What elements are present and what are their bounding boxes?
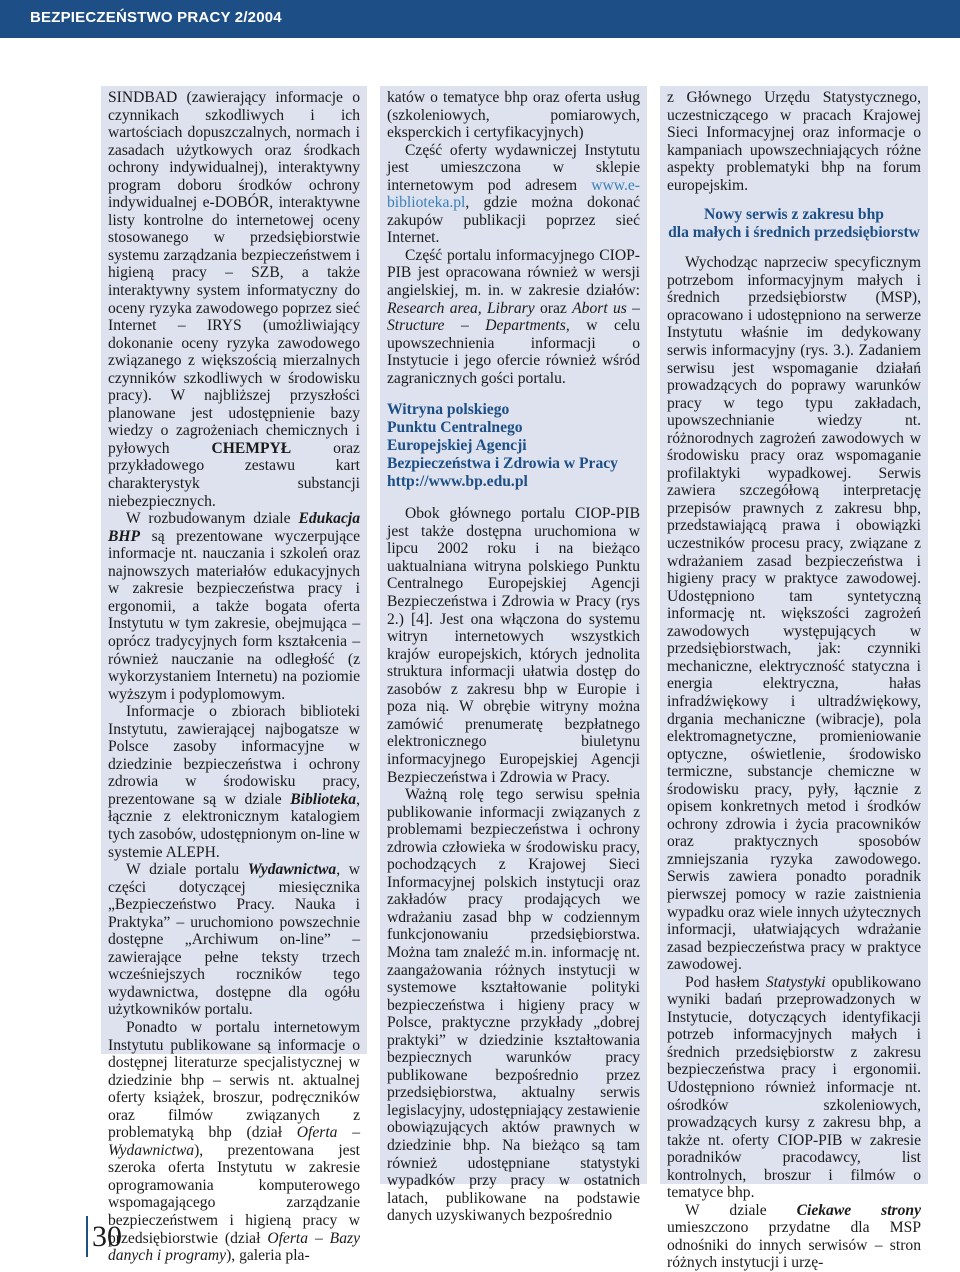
paragraph-text: z Głównego Urzędu Statystycznego, uczestniczącego w pracach Krajowej Sieci Informacyjnej oraz informacje o kampaniach upowszechniających różne aspekty problematyki bhp na forum europejskim. — [667, 89, 921, 194]
heading-line: Europejskiej Agencji — [387, 437, 527, 455]
paragraph — [667, 254, 921, 973]
paragraph — [667, 1202, 921, 1272]
e-biblioteka-link[interactable]: www.e-biblioteka.pl — [387, 176, 641, 212]
section-name-about: Abort us – Structure – Departments — [387, 299, 640, 335]
heading-line: Nowy serwis z zakresu bhp — [704, 206, 884, 224]
paragraph-text: , gdzie można dokonać zakupów publikacji poprzez sieć Internet. — [387, 194, 640, 247]
paragraph-text: opublikowano wyniki badań przeprowadzonych w Instytucie, dotyczących identyfikacji potrzeb informacyjnych małych i średnich przedsiębiorstw z zakresu bezpieczeństwa pracy i ergonomii. Udostępniono również informacje nt. ośrodków szkoleniowych, prowadzących kursy z zakresu bhp, a także nt. oferty CIOP-PIB w zakresie poradników pracodawcy, list kontrolnych, broszur i filmów o tematyce bhp. — [667, 973, 921, 1202]
section-name-ciekawe-strony: Ciekawe strony — [796, 1201, 921, 1219]
paragraph — [108, 861, 360, 1019]
section-heading-witryna — [387, 401, 640, 491]
header-bar — [0, 0, 960, 38]
paragraph-text: Część oferty wydawniczej Instytutu jest umieszczona w sklepie internetowym pod adresem — [387, 141, 640, 194]
paragraph — [387, 89, 640, 142]
paragraph — [108, 89, 360, 510]
paragraph-text: Część portalu informacyjnego CIOP-PIB jest opracowana również w wersji angielskiej, m. in. w zakresie działów: — [387, 246, 640, 300]
paragraph-text: są prezentowane wyczerpujące informacje nt. nauczania i szkoleń oraz najnowszych materiałów edukacyjnych w zakresie bezpieczeństwa pracy i ergonomii, a także bogata oferta Instytutu w tym zakresie, obejmująca – oprócz tradycyjnych form kształcenia – również nauczanie na odległość (z wykorzystaniem Internetu) na poziomie wyższym i podyplomowym. — [108, 527, 360, 703]
paragraph — [108, 1019, 360, 1265]
section-name-oferta-wydawnictwa: Oferta – Wydawnictwa — [108, 1124, 360, 1159]
paragraph — [667, 89, 921, 194]
paragraph-text: ), prezentowana jest szeroka oferta Instytutu w zakresie oprogramowania komputerowego wspomagającego zarządzanie bezpieczeństwem i higieną pracy w przedsiębiorstwie (dział — [108, 1141, 360, 1247]
paragraph-text: Obok głównego portalu CIOP-PIB jest także dostępna uruchomiona w lipcu 2002 roku i na bieżąco uaktualniana witryna polskiego Punktu Centralnego Europejskiej Agencji Bezpieczeństwa i Zdrowia w Pracy (rys 2.) [4]. Jest ona włączona do systemu witryn internetowych wszystkich krajów europejskich, których jednolita struktura informacji ułatwia dostęp do zasobów z zakresu bhp w Europie i poza nią. W obrębie witryny można zamówić prenumeratę bezpłatnego elektronicznego biuletynu informacyjnego Europejskiej Agencji Bezpieczeństwa i Zdrowia w Pracy. — [387, 505, 640, 786]
paragraph-text: W dziale — [685, 1201, 767, 1219]
paragraph-text: oraz — [539, 299, 567, 317]
bp-edu-link[interactable]: http://www.bp.edu.pl — [387, 473, 528, 491]
paragraph — [108, 510, 360, 703]
heading-line: Witryna polskiego — [387, 401, 510, 419]
text-column-3 — [660, 86, 928, 1272]
paragraph-text: W rozbudowanym dziale — [126, 510, 291, 528]
paragraph-text: SINDBAD (zawierający informacje o czynnikach szkodliwych i ich wartościach dopuszczalnych, normach i zasadach użytkowych oraz środkach ochrony indywidualnej), interaktywny program doboru środków ochrony indywidualnej e-DOBÓR, interaktywne listy kontrolne do internetowej oceny stosowanego w przedsiębiorstwie systemu zarządzania bezpieczeństwem i higieną pracy – SZB, a także interaktywny system informatyczny do oceny ryzyka zawodowego poprzez sieć Internet – IRYS (umożliwiający dokonanie oceny ryzyka zawodowego związanego z większością mierzalnych czynników szkodliwych w środowisku pracy). W najbliższej przyszłości planowane jest udostępnienie bazy wiedzy o zagrożeniach chemicznych i pyłowych — [108, 89, 360, 457]
paragraph-text: Pod hasłem — [685, 973, 760, 991]
paragraph — [387, 786, 640, 1225]
section-name-wydawnictwa: Wydawnictwa — [247, 861, 337, 879]
paragraph-text: Wychodząc naprzeciw specyficznym potrzebom informacyjnym małych i średnich przedsiębiorstw (MSP), opracowano i udostępniono na serwerze Instytutu właśnie im dedykowany serwis informacyjny (rys. 3.). Zadaniem serwisu jest wspomaganie działań prowadzących do poprawy warunków pracy w tego typu zakładach, upowszechnianie wiedzy nt. różnorodnych zagrożeń zawodowych w środowisku pracy oraz wspomaganie profilaktyki wypadkowej. Serwis zawiera szczegółową interpretację przepisów prawnych z zakresu bhp, przedstawiającą prawa i obowiązki uczestników procesu pracy, związane z wdrażaniem zasad bezpieczeństwa i higieny pracy w praktyce zawodowej. Udostępniono tam syntetyczną informację nt. większości zagrożeń zawodowych występujących w przedsiębiorstwach, jak: czynniki mechaniczne, elektryczność statyczna i energia elektryczna, hałas infradźwiękowy i ultradźwiękowy, drgania mechaniczne (wibracje), pola elektromagnetyczne, promieniowanie optyczne, oświetlenie, środowisko termiczne, substancje chemiczne w środowisku pracy, pyły, łącznie z opisem konkretnych metod i środków ochrony zdrowia i życia pracowników oraz praktycznych sposobów zmniejszania ryzyka zawodowego. Serwis zawiera ponadto poradnik pierwszej pomocy w razie zaistnienia wypadku oraz wiele innych użytecznych informacji, ułatwiających wdrażanie zasad bezpieczeństwa pracy w praktyce zawodowej. — [667, 254, 921, 974]
heading-line: Bezpieczeństwa i Zdrowia w Pracy — [387, 455, 618, 473]
paragraph — [387, 505, 640, 786]
paragraph-text: Ważną rolę tego serwisu spełnia publikowanie informacji związanych z problemami bezpieczeństwa i ochrony zdrowia człowieka w środowisku pracy, pochodzących z Krajowej Sieci Informacyjnej polskich instytucji oraz zakładów pracy prodających we wdrażaniu zasad bhp w codziennym funkcjonowaniu przedsiębiorstwa. Można tam znaleźć m.in. informację nt. zaangażowania różnych instytucji w systemowe kształtowanie polityki bezpieczeństwa i higieny pracy w Polsce, praktyczne przykłady „dobrej praktyki” w dziedzinie kształtowania bezpiecznych warunków pracy publikowane bezpośrednio przez przedsiębiorstwa, aktualny serwis legislacyjny, udostępniający zestawienie obowiązujących aktów prawnych w dziedzinie bhp. Na bieżąco są tam również udostępniane statystyki wypadków przy pracy w ostatnich latach, publikowane na podstawie danych uzyskiwanych bezpośrednio — [387, 786, 640, 1225]
heading-line: dla małych i średnich przedsiębiorstw — [668, 224, 920, 242]
paragraph — [387, 247, 640, 387]
paragraph-text: W dziale portalu — [126, 861, 240, 879]
paragraph — [108, 703, 360, 861]
paragraph-text: , łącznie z elektronicznym katalogiem tych zasobów, udostępnionym on-line w systemie ALEPH. — [108, 790, 360, 861]
section-name-statystyki: Statystyki — [765, 973, 826, 991]
heading-line: Punktu Centralnego — [387, 419, 523, 437]
paragraph-text: Ponadto w portalu internetowym Instytutu publikowane są informacje o dostępnej literaturze specjalistycznej w dziedzinie bhp – serwis nt. aktualnej oferty książek, broszur, podręczników oraz filmów związanych z problematyką bhp (dział — [108, 1018, 360, 1142]
section-name-biblioteka: Biblioteka — [290, 790, 357, 808]
running-header-title: BEZPIECZEŃSTWO PRACY 2/2004 — [30, 9, 282, 26]
paragraph-text: , w części dotyczącej miesięcznika „Bezpieczeństwo Pracy. Nauka i Praktyka” – uruchomiono powszechnie dostępne „Archiwum on-line” – zawierające pełne teksty trzech wcześniejszych roczników tego wydawnictwa, dostępne dla ogółu użytkowników portalu. — [108, 861, 360, 1019]
paragraph-text: oraz przykładowego zestawu kart charakterystyk substancji niebezpiecznych. — [108, 439, 360, 510]
paragraph-text: katów o tematyce bhp oraz oferta usług (szkoleniowych, pomiarowych, eksperckich i certyfikacyjnych) — [387, 89, 640, 142]
paragraph — [387, 142, 640, 247]
section-name-oferta-bazy: Oferta – Bazy danych i programy — [108, 1229, 360, 1265]
paragraph-text: Informacje o zbiorach biblioteki Instytutu, zawierającej najbogatsze w Polsce zasoby informacyjne w dziedzinie bezpieczeństwa i ochrony zdrowia w środowisku pracy, prezentowane są w dziale — [108, 703, 360, 808]
paragraph-text: ), galeria pla- — [226, 1247, 310, 1265]
paragraph-text: umieszczono przydatne dla MSP odnośniki do innych serwisów – stron różnych instytucji i urzę- — [667, 1219, 921, 1272]
paragraph — [667, 974, 921, 1202]
footer-rule — [86, 1216, 88, 1257]
section-heading-msp — [667, 206, 921, 242]
term-chempyl: CHEMPYŁ — [211, 439, 292, 457]
paragraph-text: , w celu upowszechnienia informacji o Instytucie i jego ofercie również wśród zagranicznych gości portalu. — [387, 317, 640, 387]
section-name-english: Research area, Library — [387, 299, 535, 317]
page-number: 30 — [92, 1220, 122, 1253]
section-name-edukacja: Edukacja BHP — [108, 510, 360, 545]
text-column-2 — [380, 86, 647, 1225]
